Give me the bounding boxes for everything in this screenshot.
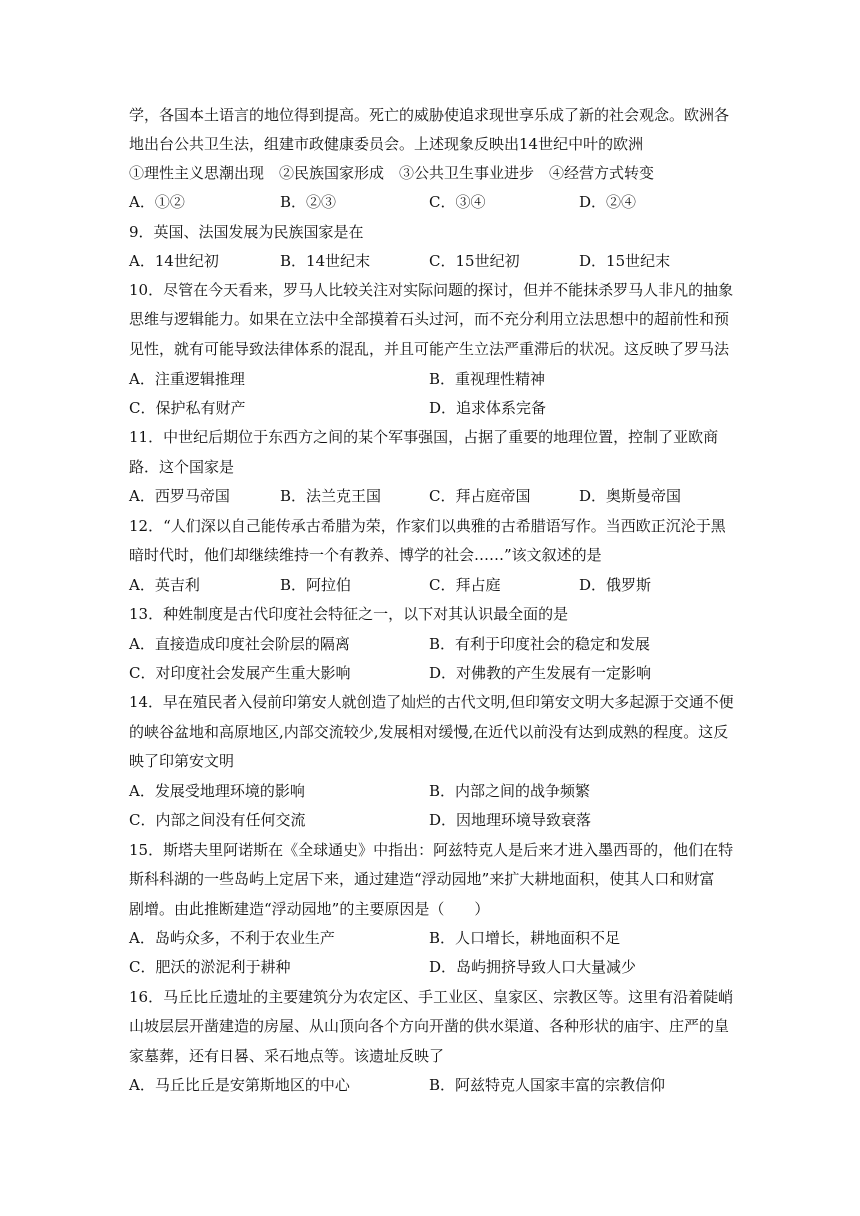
q10-stem-line-1: 10．尽管在今天看来，罗马人比较关注对实际问题的探讨，但并不能抹杀罗马人非凡的抽象	[129, 281, 734, 299]
q8-option-b: B．②③	[280, 193, 337, 211]
q9-option-d: D．15世纪末	[579, 252, 671, 270]
q16-stem-line-3: 家墓葬，还有日晷、采石地点等。该遗址反映了	[129, 1047, 445, 1065]
q16-stem-line-1: 16．马丘比丘遗址的主要建筑分为农定区、手工业区、皇家区、宗教区等。这里有沿着陡峭	[129, 988, 734, 1006]
q10-option-a: A．注重逻辑推理	[129, 370, 245, 388]
q11-option-d: D．奥斯曼帝国	[579, 487, 682, 505]
q12-option-a: A．英吉利	[129, 576, 200, 594]
q15-stem-line-3: 剧增。由此推断建造“浮动园地”的主要原因是（ ）	[129, 900, 490, 918]
q8-stem-line-2: 地出台公共卫生法，组建市政健康委员会。上述现象反映出14世纪中叶的欧洲	[129, 135, 644, 153]
q8-option-d: D．②④	[579, 193, 637, 211]
q10-option-d: D．追求体系完备	[429, 399, 547, 417]
q8-option-a: A．①②	[129, 193, 185, 211]
q10-stem-line-2: 思维与逻辑能力。如果在立法中全部摸着石头过河，而不充分利用立法思想中的超前性和预	[129, 310, 730, 328]
q16-option-b: B．阿兹特克人国家丰富的宗教信仰	[429, 1076, 666, 1094]
q9-option-c: C．15世纪初	[429, 252, 520, 270]
q9-option-a: A．14世纪初	[129, 252, 219, 270]
q14-stem-line-3: 映了印第安文明	[129, 752, 235, 770]
q11-stem-line-2: 路．这个国家是	[129, 458, 235, 476]
q13-option-a: A．直接造成印度社会阶层的隔离	[129, 635, 350, 653]
q12-option-b: B．阿拉伯	[280, 576, 352, 594]
q8-statements: ①理性主义思潮出现 ②民族国家形成 ③公共卫生事业进步 ④经营方式转变	[129, 164, 655, 182]
q11-option-b: B．法兰克王国	[280, 487, 382, 505]
q12-option-c: C．拜占庭	[429, 576, 501, 594]
q11-option-a: A．西罗马帝国	[129, 487, 230, 505]
q11-option-c: C．拜占庭帝国	[429, 487, 531, 505]
q12-option-d: D．俄罗斯	[579, 576, 652, 594]
q16-stem-line-2: 山坡层层开凿建造的房屋、从山顶向各个方向开凿的供水渠道、各种形状的庙宇、庄严的皇	[129, 1017, 730, 1035]
q11-stem-line-1: 11．中世纪后期位于东西方之间的某个军事强国，占据了重要的地理位置，控制了亚欧商	[129, 428, 719, 446]
q8-option-c: C．③④	[429, 193, 486, 211]
q9-option-b: B．14世纪末	[280, 252, 371, 270]
q13-option-d: D．对佛教的产生发展有一定影响	[429, 664, 652, 682]
q8-stem-line-1: 学，各国本土语言的地位得到提高。死亡的威胁使追求现世享乐成了新的社会观念。欧洲各	[129, 106, 730, 124]
q9-stem: 9．英国、法国发展为民族国家是在	[129, 223, 364, 241]
q14-option-d: D．因地理环境导致衰落	[429, 811, 592, 829]
q15-stem-line-1: 15．斯塔夫里阿诺斯在《全球通史》中指出：阿兹特克人是后来才进入墨西哥的，他们在特	[129, 841, 734, 859]
q14-option-b: B．内部之间的战争频繁	[429, 782, 591, 800]
q10-stem-line-3: 见性，就有可能导致法律体系的混乱，并且可能产生立法严重滞后的状况。这反映了罗马法	[129, 340, 730, 358]
q13-option-b: B．有利于印度社会的稳定和发展	[429, 635, 651, 653]
q15-option-d: D．岛屿拥挤导致人口大量减少	[429, 958, 637, 976]
q10-option-b: B．重视理性精神	[429, 370, 546, 388]
q12-stem-line-1: 12．“人们深以自己能传承古希腊为荣，作家们以典雅的古希腊语写作。当西欧正沉沦于黑	[129, 517, 726, 535]
q13-option-c: C．对印度社会发展产生重大影响	[129, 664, 351, 682]
q15-option-b: B．人口增长，耕地面积不足	[429, 929, 621, 947]
q16-option-a: A．马丘比丘是安第斯地区的中心	[129, 1076, 350, 1094]
q14-option-a: A．发展受地理环境的影响	[129, 782, 305, 800]
q14-stem-line-2: 的峡谷盆地和高原地区,内部交流较少,发展相对缓慢,在近代以前没有达到成熟的程度。这反	[129, 723, 729, 741]
q15-option-a: A．岛屿众多，不利于农业生产	[129, 929, 335, 947]
q10-option-c: C．保护私有财产	[129, 399, 246, 417]
q13-stem: 13．种姓制度是古代印度社会特征之一，以下对其认识最全面的是	[129, 605, 569, 623]
q12-stem-line-2: 暗时代时，他们却继续维持一个有教养、博学的社会……”该文叙述的是	[129, 546, 602, 564]
q15-option-c: C．肥沃的淤泥利于耕种	[129, 958, 291, 976]
q14-stem-line-1: 14．早在殖民者入侵前印第安人就创造了灿烂的古代文明,但印第安文明大多起源于交通不便	[129, 693, 734, 711]
q14-option-c: C．内部之间没有任何交流	[129, 811, 306, 829]
q15-stem-line-2: 斯科科湖的一些岛屿上定居下来，通过建造“浮动园地”来扩大耕地面积，使其人口和财富	[129, 870, 715, 888]
